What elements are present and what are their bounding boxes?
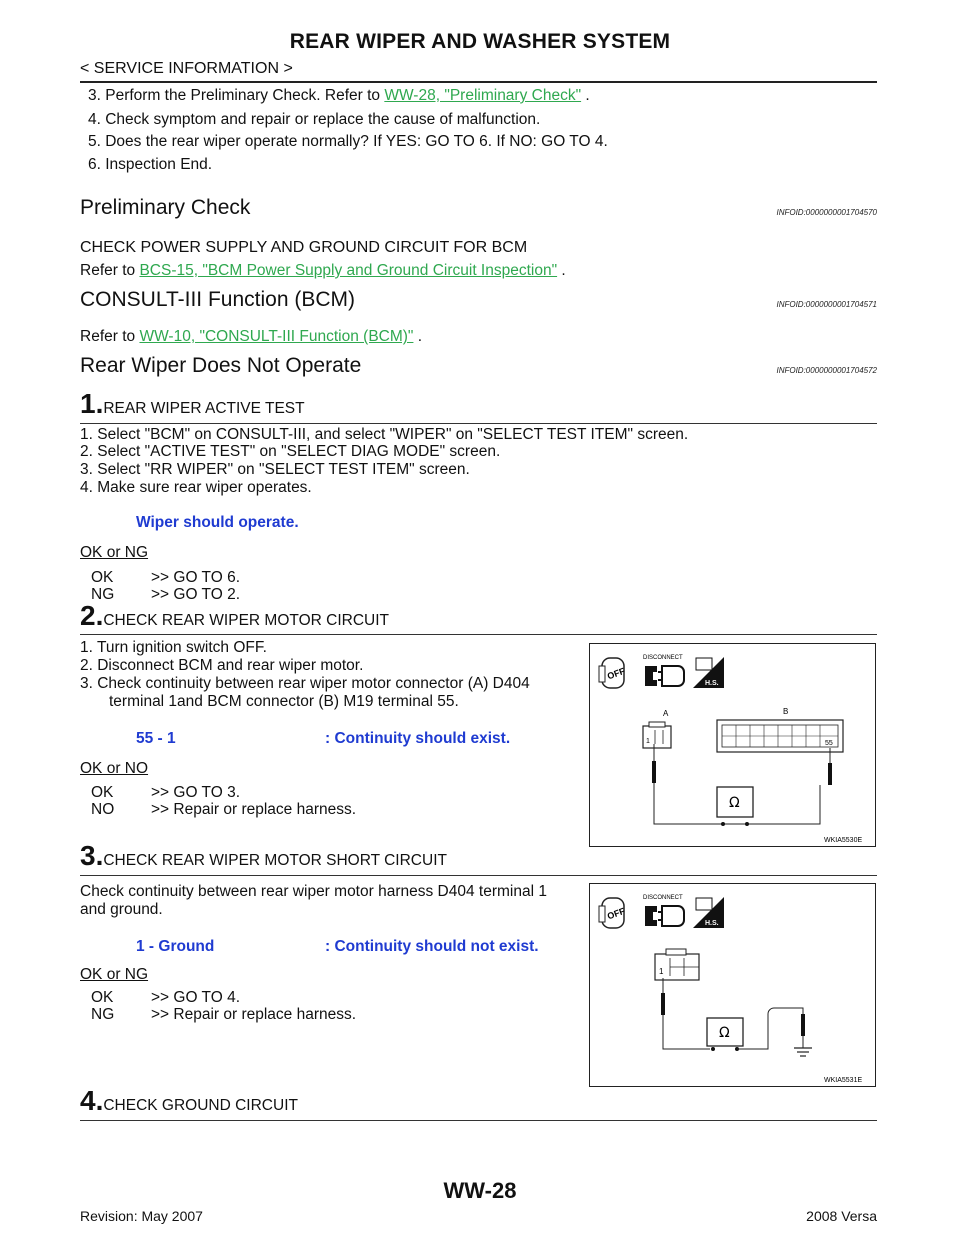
consult-refer: Refer to WW-10, "CONSULT-III Function (BCM)" . xyxy=(80,328,423,345)
step-4-header xyxy=(80,1085,298,1117)
step-2-line-3a: 3. Check continuity between rear wiper motor connector (A) D404 xyxy=(80,675,530,692)
step-2-header xyxy=(80,600,389,632)
step-1-ng-key: NG xyxy=(91,586,115,603)
step-2-spec-key: 55 - 1 xyxy=(136,730,176,747)
step-1-line-4: 4. Make sure rear wiper operates. xyxy=(80,479,312,496)
step-2-spec-val: : Continuity should exist. xyxy=(325,730,511,747)
preliminary-line: CHECK POWER SUPPLY AND GROUND CIRCUIT FOR BCM xyxy=(80,239,528,256)
figure-wkia5531e xyxy=(589,883,876,1087)
step-2-line-2: 2. Disconnect BCM and rear wiper motor. xyxy=(80,657,364,674)
connector-b-label: B xyxy=(783,707,789,716)
rear-wiper-heading: Rear Wiper Does Not Operate xyxy=(80,354,362,377)
svg-text:H.S.: H.S. xyxy=(705,680,719,687)
step-1-line-2: 2. Select "ACTIVE TEST" on "SELECT DIAG MODE" screen. xyxy=(80,443,501,460)
link-consult-function[interactable]: WW-10, "CONSULT-III Function (BCM)" xyxy=(139,328,414,345)
step-1-result-label: OK or NG xyxy=(80,544,149,561)
connector-a-pin: 1 xyxy=(646,738,650,745)
svg-text:OFF: OFF xyxy=(605,905,627,922)
ignition-off-icon xyxy=(599,658,627,688)
step-1-line-3: 3. Select "RR WIPER" on "SELECT TEST ITEM" screen. xyxy=(80,461,470,478)
ohmmeter-icon xyxy=(707,1018,743,1051)
footer-revision: Revision: May 2007 xyxy=(80,1208,203,1224)
disconnect-label: DISCONNECT xyxy=(643,655,683,661)
ohmmeter-icon xyxy=(717,787,753,826)
connector-disconnect-icon xyxy=(645,906,684,926)
connector-b-pin: 55 xyxy=(825,740,833,747)
step-1-header xyxy=(80,388,305,420)
consult-infoid: INFOID:0000000001704571 xyxy=(776,300,877,309)
step-3-line-1a: Check continuity between rear wiper motor harness D404 terminal 1 xyxy=(80,883,547,900)
section-subtitle: < SERVICE INFORMATION > xyxy=(80,60,293,77)
step-3-spec-val: : Continuity should not exist. xyxy=(325,938,539,955)
intro-step-3: 3. Perform the Preliminary Check. Refer to WW-28, "Preliminary Check" . xyxy=(88,87,590,104)
intro-step-6: 6. Inspection End. xyxy=(88,156,213,173)
ignition-off-icon xyxy=(599,898,627,928)
svg-text:OFF: OFF xyxy=(605,665,627,682)
harness-side-icon xyxy=(693,657,724,688)
step-3-ng-key: NG xyxy=(91,1006,115,1023)
figure-wkia5530e xyxy=(589,643,876,847)
header-divider xyxy=(80,81,877,83)
connector-pin: 1 xyxy=(659,967,664,976)
intro-step-5: 5. Does the rear wiper operate normally? If YES: GO TO 6. If NO: GO TO 4. xyxy=(88,133,608,150)
step-2-ng-key: NO xyxy=(91,801,115,818)
page-number: WW-28 xyxy=(443,1178,517,1203)
intro-step-4: 4. Check symptom and repair or replace the cause of malfunction. xyxy=(88,111,541,128)
step-3-divider xyxy=(80,875,877,876)
disconnect-label: DISCONNECT xyxy=(643,895,683,901)
wiring-diagram xyxy=(590,884,874,1085)
ground-icon xyxy=(794,1036,812,1056)
page-title: REAR WIPER AND WASHER SYSTEM xyxy=(289,30,671,53)
step-3-line-1b: and ground. xyxy=(80,901,163,918)
connector-a-label: A xyxy=(663,709,669,718)
step-4-divider xyxy=(80,1120,877,1121)
step-3-result-label: OK or NG xyxy=(80,966,149,983)
step-title: CHECK REAR WIPER MOTOR SHORT CIRCUIT xyxy=(103,852,447,869)
figure-code: WKIA5531E xyxy=(824,1077,863,1084)
footer-model: 2008 Versa xyxy=(806,1208,877,1224)
step-title: REAR WIPER ACTIVE TEST xyxy=(103,400,305,417)
svg-text:H.S.: H.S. xyxy=(705,920,719,927)
step-number: 4. xyxy=(80,1085,104,1116)
preliminary-refer: Refer to BCS-15, "BCM Power Supply and Ground Circuit Inspection" . xyxy=(80,262,566,279)
preliminary-infoid: INFOID:0000000001704570 xyxy=(776,208,877,217)
step-number: 2. xyxy=(80,600,104,631)
step-number: 3. xyxy=(80,840,104,871)
step-title: CHECK REAR WIPER MOTOR CIRCUIT xyxy=(103,612,389,629)
step-1-ng-val: >> GO TO 2. xyxy=(151,586,241,603)
step-3-spec-key: 1 - Ground xyxy=(136,938,215,955)
step-2-result-label: OK or NO xyxy=(80,760,149,777)
step-number: 1. xyxy=(80,388,104,419)
step-3-ng-val: >> Repair or replace harness. xyxy=(151,1006,357,1023)
svg-text:Ω: Ω xyxy=(719,1025,730,1041)
preliminary-check-heading: Preliminary Check xyxy=(80,196,251,219)
step-2-ok-val: >> GO TO 3. xyxy=(151,784,241,801)
consult-heading: CONSULT-III Function (BCM) xyxy=(80,288,355,311)
rear-wiper-infoid: INFOID:0000000001704572 xyxy=(776,366,877,375)
harness-side-icon xyxy=(693,897,724,928)
step-3-ok-key: OK xyxy=(91,989,114,1006)
step-1-divider xyxy=(80,423,877,424)
svg-text:Ω: Ω xyxy=(729,795,740,811)
step-2-line-1: 1. Turn ignition switch OFF. xyxy=(80,639,267,656)
step-title: CHECK GROUND CIRCUIT xyxy=(103,1097,298,1114)
link-bcm-power-supply[interactable]: BCS-15, "BCM Power Supply and Ground Circuit Inspection" xyxy=(139,262,558,279)
step-3-header xyxy=(80,840,447,872)
step-2-line-3b: terminal 1and BCM connector (B) M19 terminal 55. xyxy=(109,693,459,710)
link-preliminary-check[interactable]: WW-28, "Preliminary Check" xyxy=(384,87,582,104)
connector-disconnect-icon xyxy=(645,666,684,686)
step-2-ok-key: OK xyxy=(91,784,114,801)
step-3-ok-val: >> GO TO 4. xyxy=(151,989,241,1006)
step-1-spec: Wiper should operate. xyxy=(136,514,299,531)
step-1-ok-key: OK xyxy=(91,569,114,586)
figure-code: WKIA5530E xyxy=(824,837,863,844)
step-1-ok-val: >> GO TO 6. xyxy=(151,569,241,586)
step-1-line-1: 1. Select "BCM" on CONSULT-III, and select "WIPER" on "SELECT TEST ITEM" screen. xyxy=(80,426,689,443)
step-2-divider xyxy=(80,634,877,635)
step-2-ng-val: >> Repair or replace harness. xyxy=(151,801,357,818)
wiring-diagram xyxy=(590,644,874,845)
